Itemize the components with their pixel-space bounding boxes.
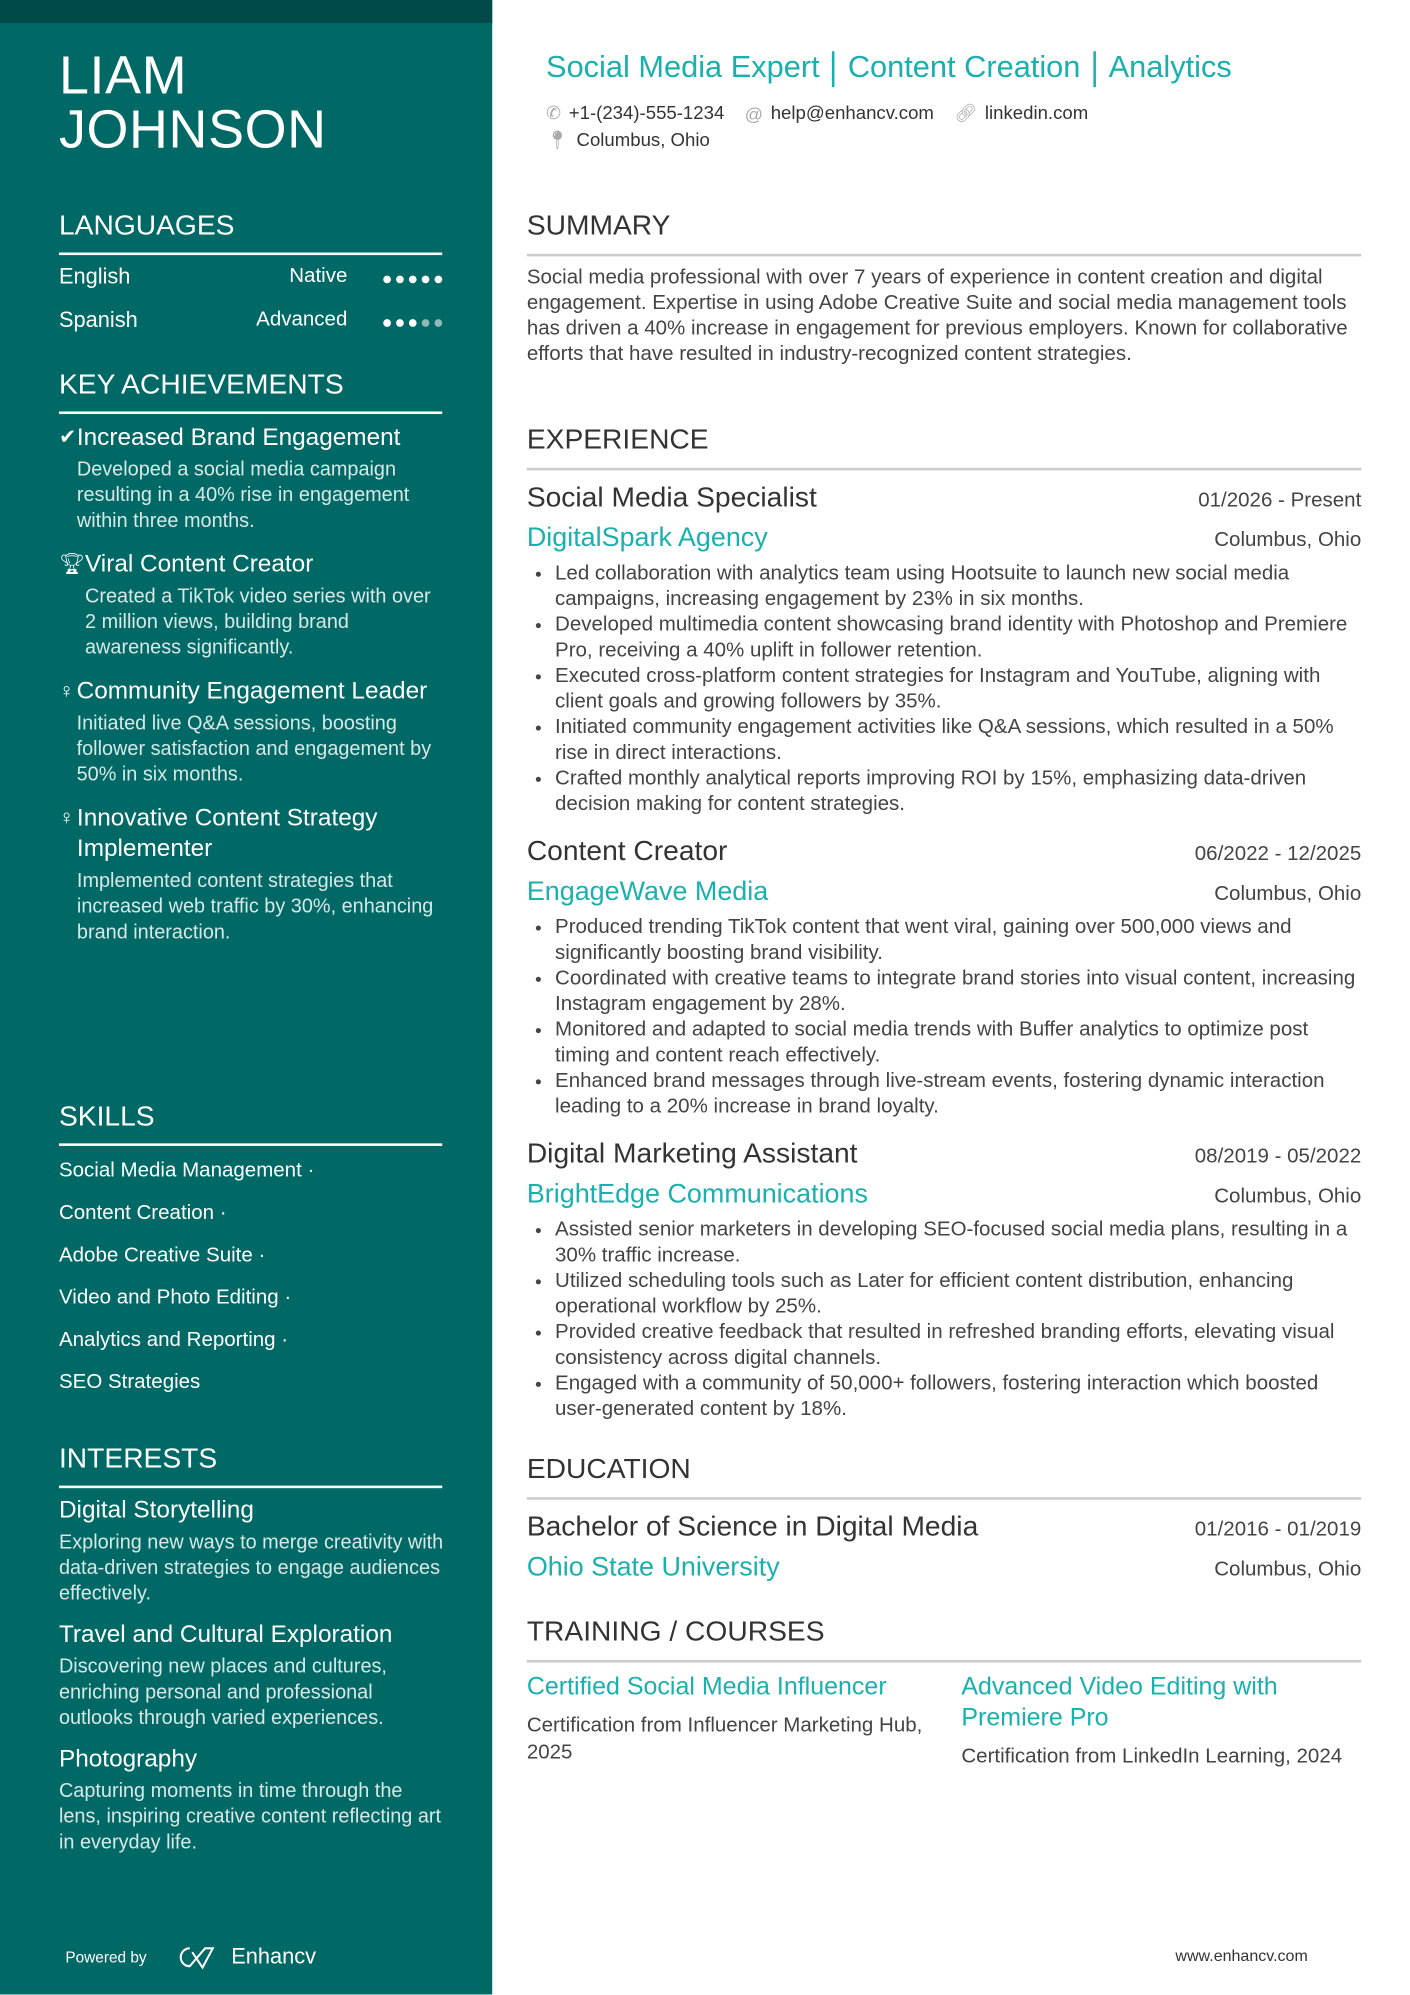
job-entry: [527, 479, 1361, 817]
enhancv-logo[interactable]: [175, 1944, 316, 1970]
headline-divider: [1093, 51, 1096, 87]
bullet: • Enhanced brand messages through live-stream events, fostering dynamic interaction leading to a 20% increase in brand loyalty.: [555, 1069, 1361, 1120]
job-title: Digital Marketing Assistant: [526, 1136, 858, 1170]
bullet: • Initiated community engagement activities like Q&A sessions, which resulted in a 50% rise in direct interactions.: [555, 715, 1361, 766]
location-row: [546, 129, 710, 151]
skill-item: SEO Strategies: [58, 1371, 201, 1394]
location: Columbus, Ohio: [576, 130, 710, 151]
summary-heading: SUMMARY: [527, 209, 1361, 256]
summary-text: Social media professional with over 7 years of experience in content creation and digital engagement. Expertise in using Adobe Creative Suite and social media management tools has driven a 40% increase in engagement for previous employers. Known for collaborative efforts that have resulted in industry-recognized content strategies.: [526, 266, 1348, 366]
language-row: [59, 264, 442, 290]
course-title: Certified Social Media Influencer: [526, 1672, 887, 1701]
skills-list: [59, 1150, 442, 1404]
at-icon: @: [744, 103, 764, 124]
interests-heading: INTERESTS: [59, 1442, 442, 1488]
bullet: • Assisted senior marketers in developing SEO-focused social media plans, resulting in a 30% traffic increase.: [555, 1218, 1361, 1269]
experience-heading: EXPERIENCE: [527, 423, 1361, 470]
language-name: Spanish: [58, 307, 138, 332]
languages-heading: LANGUAGES: [59, 209, 442, 255]
achievement-title: Community Engagement Leader: [76, 678, 428, 705]
interest-title: Photography: [58, 1745, 198, 1773]
link-icon: 🔗︎: [954, 102, 978, 124]
headline-item: Social Media Expert: [546, 49, 820, 85]
achievement-item: [59, 550, 444, 662]
skill-item: Adobe Creative Suite ·: [58, 1244, 266, 1267]
achievement-desc: Created a TikTok video series with over 2 million views, building brand awareness significantly.: [84, 585, 431, 659]
sidebar-top-band: [0, 0, 492, 23]
skill-item: Social Media Management ·: [58, 1160, 315, 1182]
bullet: • Led collaboration with analytics team using Hootsuite to launch new social media campaigns, increasing engagement by 23% in six months.: [555, 561, 1361, 612]
language-name: English: [58, 264, 131, 289]
course-title: Advanced Video Editing with Premiere Pro: [961, 1672, 1278, 1732]
bullet: • Coordinated with creative teams to integrate brand stories into visual content, increasing Instagram engagement by 28%.: [555, 966, 1361, 1017]
enhancv-brand: Enhancv: [231, 1944, 317, 1969]
interest-desc: Discovering new places and cultures, enriching personal and professional outlooks through varied experiences.: [58, 1656, 387, 1730]
course-item: [527, 1671, 924, 1766]
course-desc: Certification from Influencer Marketing Hub, 2025: [526, 1715, 923, 1764]
bullet: • Monitored and adapted to social media trends with Buffer analytics to optimize post timing and content reach effectively.: [555, 1018, 1361, 1069]
course-desc: Certification from LinkedIn Learning, 2024: [961, 1745, 1343, 1768]
lightbulb-icon: ♀: [58, 680, 75, 703]
footer-url[interactable]: www.enhancv.com: [1175, 1947, 1308, 1965]
interest-desc: Capturing moments in time through the lens, inspiring creative content reflecting art in everyday life.: [58, 1780, 442, 1854]
job-bullets: [527, 561, 1361, 817]
enhancv-logo-icon: [175, 1944, 221, 1970]
training-heading: TRAINING / COURSES: [527, 1615, 1361, 1662]
skill-item: Video and Photo Editing ·: [58, 1286, 292, 1309]
achievement-desc: Developed a social media campaign resulting in a 40% rise in engagement within three months.: [76, 458, 410, 532]
achievement-desc: Initiated live Q&A sessions, boosting follower satisfaction and engagement by 50% in six months.: [76, 712, 432, 786]
job-dates: 08/2019 - 05/2022: [1194, 1145, 1362, 1168]
job-entry: [527, 833, 1361, 1120]
trophy-icon: 🏆︎: [58, 553, 85, 576]
skills-heading: SKILLS: [59, 1100, 442, 1146]
lightbulb-icon: ♀: [58, 807, 75, 830]
school-name: Ohio State University: [526, 1552, 780, 1582]
achievement-title: Viral Content Creator: [84, 551, 314, 579]
headline-item: Content Creation: [847, 49, 1081, 85]
bullet: • Developed multimedia content showcasing brand identity with Photoshop and Premiere Pro, receiving a 40% uplift in follower retention.: [555, 613, 1361, 664]
powered-by: [65, 1944, 316, 1970]
bullet: • Executed cross-platform content strategies for Instagram and YouTube, aligning with client goals and growing followers by 35%.: [555, 664, 1361, 715]
bullet: • Engaged with a community of 50,000+ followers, fostering interaction which boosted user-generated content by 18%.: [555, 1372, 1361, 1423]
language-row: [59, 308, 442, 334]
candidate-name: LIAM JOHNSON: [58, 44, 327, 159]
achievement-title: Increased Brand Engagement: [76, 424, 401, 452]
phone-icon: ✆: [546, 102, 562, 124]
course-item: [961, 1671, 1358, 1770]
bullet: • Provided creative feedback that resulted in refreshed branding efforts, elevating visual consistency across digital channels.: [555, 1320, 1361, 1371]
language-rating: [378, 308, 442, 334]
education-location: Columbus, Ohio: [1214, 1558, 1362, 1581]
achievements-list: [59, 423, 444, 961]
job-title: Content Creator: [526, 834, 728, 867]
job-bullets: [527, 1218, 1361, 1423]
check-icon: ✔: [58, 426, 77, 449]
job-bullets: [527, 915, 1361, 1120]
language-rating: [378, 264, 442, 290]
achievement-item: [59, 804, 444, 946]
interest-desc: Exploring new ways to merge creativity with data-driven strategies to engage audiences effectively.: [58, 1531, 444, 1605]
job-location: Columbus, Ohio: [1214, 1185, 1362, 1208]
job-location: Columbus, Ohio: [1214, 883, 1362, 905]
company-name: BrightEdge Communications: [526, 1179, 868, 1209]
interests-list: [59, 1496, 444, 1869]
sidebar: [0, 0, 492, 1994]
language-level: Native: [289, 265, 348, 288]
powered-by-label: Powered by: [65, 1948, 147, 1967]
website-link[interactable]: linkedin.com: [984, 103, 1089, 124]
company-name: EngageWave Media: [526, 876, 769, 907]
job-dates: 06/2022 - 12/2025: [1194, 843, 1362, 866]
degree: Bachelor of Science in Digital Media: [526, 1509, 979, 1543]
email[interactable]: help@enhancv.com: [770, 103, 934, 124]
bullet: • Crafted monthly analytical reports improving ROI by 15%, emphasizing data-driven decision making for content strategies.: [555, 767, 1361, 818]
company-name: DigitalSpark Agency: [526, 522, 768, 553]
headline-item: Analytics: [1108, 49, 1232, 85]
phone[interactable]: +1-(234)-555-1234: [568, 103, 725, 124]
location-pin-icon: 📍︎: [546, 129, 569, 150]
achievements-heading: KEY ACHIEVEMENTS: [59, 368, 442, 414]
contact-row: [546, 103, 1109, 125]
job-title: Social Media Specialist: [526, 480, 817, 513]
interest-title: Digital Storytelling: [58, 1497, 254, 1525]
job-dates: 01/2026 - Present: [1198, 489, 1362, 512]
education-entry: [527, 1509, 1361, 1591]
achievement-title: Innovative Content Strategy Implementer: [76, 804, 378, 863]
language-level: Advanced: [256, 308, 348, 331]
job-entry: [527, 1136, 1361, 1423]
bullet: • Produced trending TikTok content that went viral, gaining over 500,000 views and significantly boosting brand visibility.: [555, 915, 1361, 966]
job-location: Columbus, Ohio: [1214, 529, 1362, 552]
interest-title: Travel and Cultural Exploration: [58, 1621, 393, 1649]
headline-divider: [832, 51, 835, 87]
skill-item: Content Creation ·: [58, 1202, 227, 1225]
education-heading: EDUCATION: [527, 1452, 1361, 1499]
achievement-item: [59, 423, 444, 535]
education-dates: 01/2016 - 01/2019: [1194, 1518, 1362, 1541]
achievement-item: [59, 677, 444, 789]
achievement-desc: Implemented content strategies that increased web traffic by 30%, enhancing brand interaction.: [76, 870, 434, 944]
headline: [546, 49, 1232, 87]
skill-item: Analytics and Reporting ·: [58, 1329, 289, 1352]
bullet: • Utilized scheduling tools such as Later for efficient content distribution, enhancing operational workflow by 25%.: [555, 1269, 1361, 1320]
